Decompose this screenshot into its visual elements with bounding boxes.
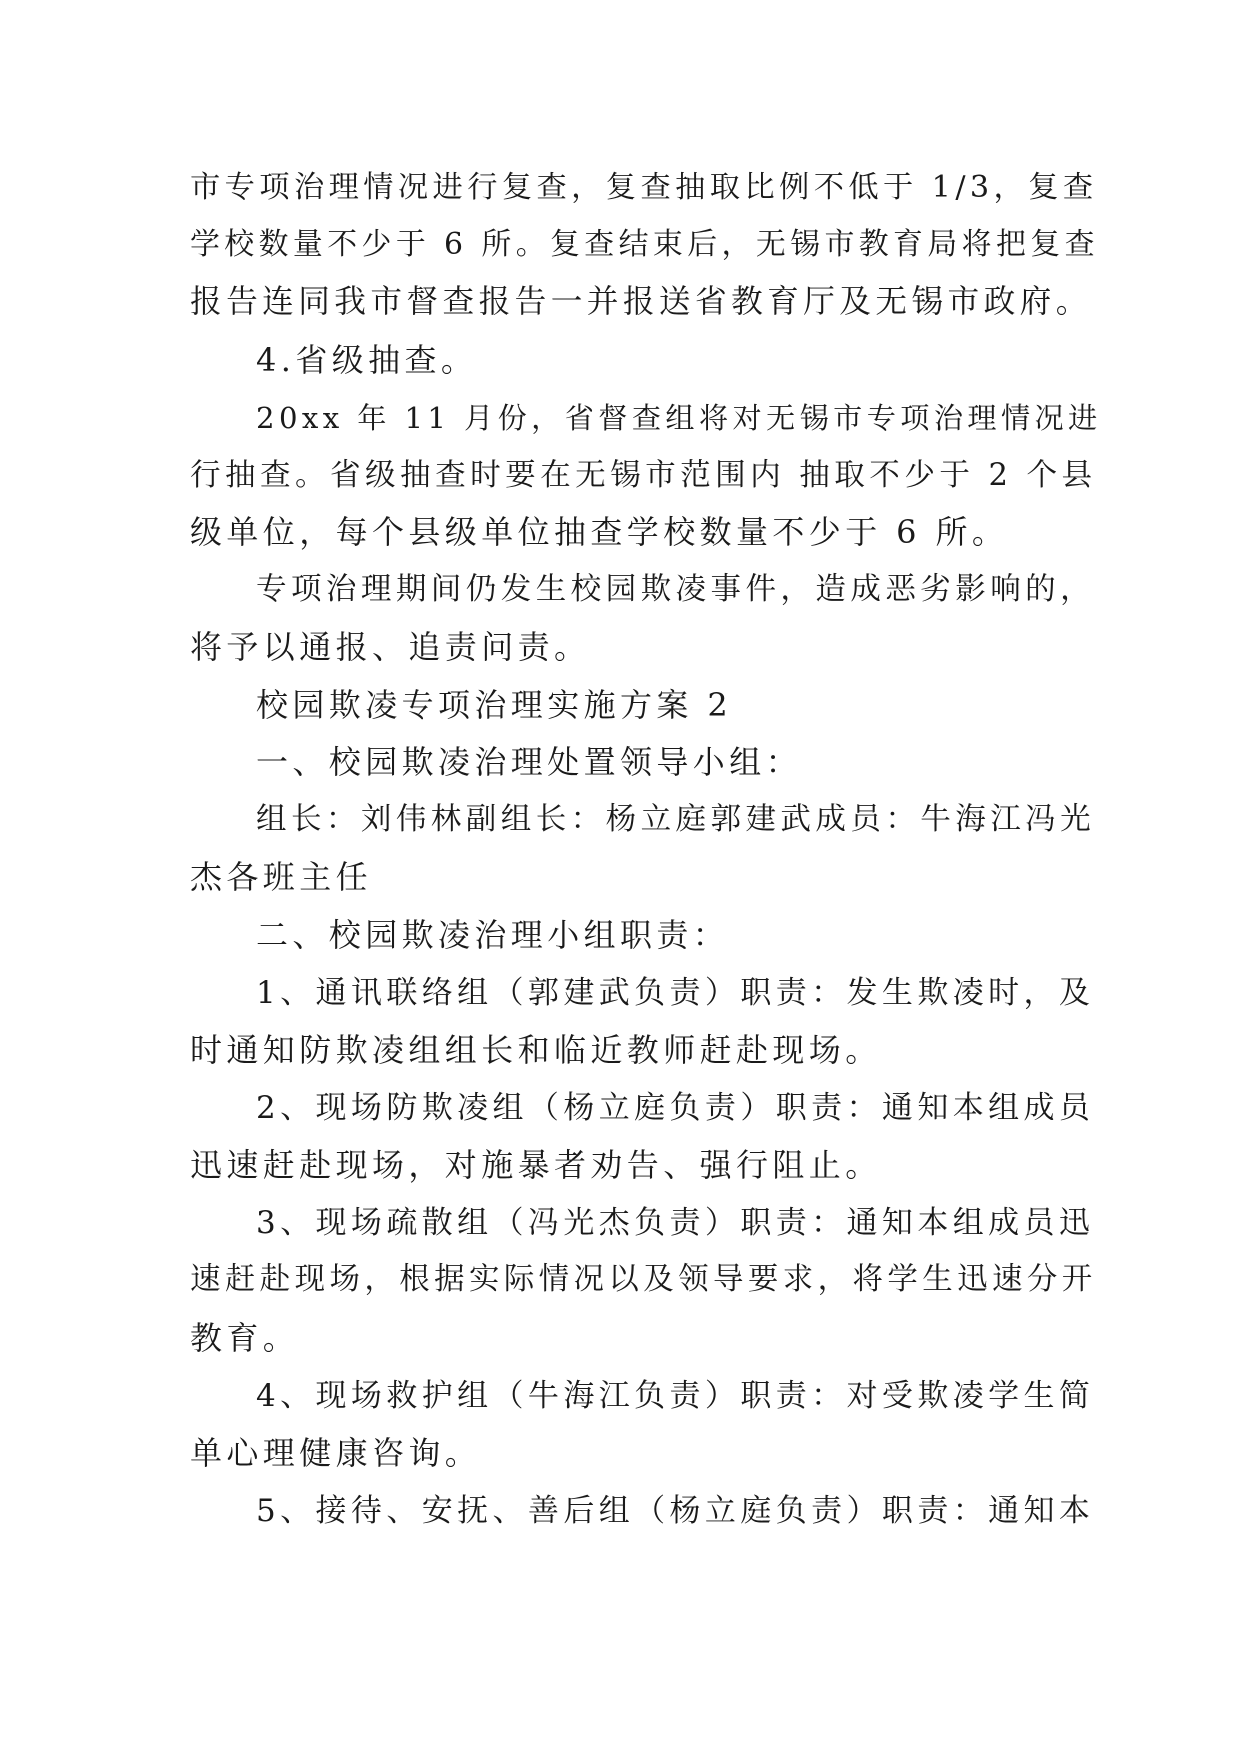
paragraph-line: 5、接待、安抚、善后组（杨立庭负责）职责：通知本 [256, 1493, 1095, 1529]
paragraph-line: 学校数量不少于 6 所。复查结束后，无锡市教育局将把复查 [190, 227, 1099, 262]
paragraph-line: 20xx 年 11 月份，省督查组将对无锡市专项治理情况进 [256, 401, 1102, 435]
paragraph-line: 3、现场疏散组（冯光杰负责）职责：通知本组成员迅 [256, 1205, 1095, 1241]
paragraph-line: 迅速赶赴现场，对施暴者劝告、强行阻止。 [190, 1146, 882, 1184]
paragraph-line: 行抽查。省级抽查时要在无锡市范围内 抽取不少于 2 个县 [190, 458, 1097, 493]
paragraph-line: 杰各班主任 [190, 858, 373, 896]
paragraph-line: 一、校园欺凌治理处置领导小组： [256, 743, 803, 781]
paragraph-line: 速赶赴现场，根据实际情况以及领导要求，将学生迅速分开 [190, 1262, 1097, 1297]
paragraph-line: 2、现场防欺凌组（杨立庭负责）职责：通知本组成员 [256, 1090, 1095, 1126]
paragraph-line: 单心理健康咨询。 [190, 1434, 482, 1472]
section-heading: 校园欺凌专项治理实施方案 2 [256, 686, 733, 724]
paragraph-line: 1、通讯联络组（郭建武负责）职责：发生欺凌时，及 [256, 975, 1095, 1011]
paragraph-line: 专项治理期间仍发生校园欺凌事件，造成恶劣影响的， [256, 572, 1096, 607]
paragraph-line: 级单位，每个县级单位抽查学校数量不少于 6 所。 [190, 513, 1009, 551]
paragraph-line: 市专项治理情况进行复查，复查抽取比例不低于 1/3，复查 [190, 170, 1098, 205]
paragraph-line: 4.省级抽查。 [256, 341, 478, 379]
paragraph-line: 4、现场救护组（牛海江负责）职责：对受欺凌学生简 [256, 1378, 1095, 1414]
paragraph-line: 教育。 [190, 1319, 300, 1357]
paragraph-line: 报告连同我市督查报告一并报送省教育厅及无锡市政府。 [190, 284, 1092, 320]
paragraph-line: 时通知防欺凌组组长和临近教师赶赴现场。 [190, 1031, 882, 1069]
paragraph-line: 二、校园欺凌治理小组职责： [256, 916, 730, 954]
paragraph-line: 组长：刘伟林副组长：杨立庭郭建武成员：牛海江冯光 [256, 802, 1096, 837]
paragraph-line: 将予以通报、追责问责。 [190, 628, 591, 666]
